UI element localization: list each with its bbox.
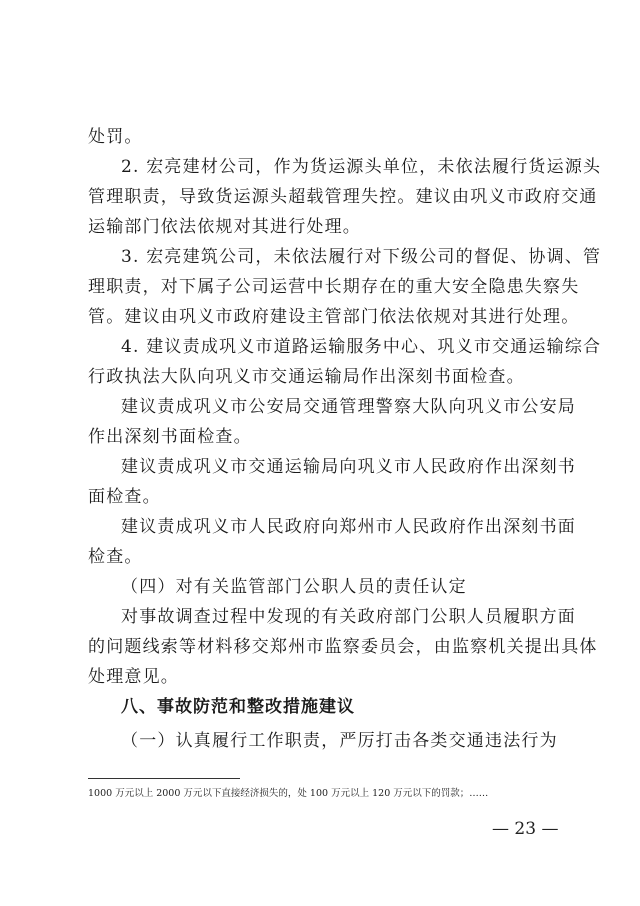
body-line: 检查。	[88, 547, 143, 567]
body-line: 理职责，对下属子公司运营中长期存在的重大安全隐患失察失	[88, 277, 580, 297]
body-line: 处理意见。	[88, 667, 179, 687]
body-line: 运输部门依法依规对其进行处理。	[88, 217, 361, 237]
body-line: 2. 宏亮建材公司，作为货运源头单位，未依法履行货运源头	[121, 157, 602, 177]
body-line: 建议责成巩义市人民政府向郑州市人民政府作出深刻书面	[121, 517, 576, 537]
subsection-heading: （四）对有关监管部门公职人员的责任认定	[121, 577, 467, 597]
footnote: 1000 万元以上 2000 万元以下直接经济损失的，处 100 万元以上 120 万元以下的罚款；……	[88, 788, 489, 799]
section-heading: 八、事故防范和整改措施建议	[121, 697, 355, 717]
page-number: — 23 —	[492, 819, 559, 839]
body-line: 4. 建议责成巩义市道路运输服务中心、巩义市交通运输综合	[121, 337, 602, 357]
body-line: 管理职责，导致货运源头超载管理失控。建议由巩义市政府交通	[88, 187, 598, 207]
body-line: 处罚。	[88, 127, 143, 147]
body-line: 的问题线索等材料移交郑州市监察委员会，由监察机关提出具体	[88, 637, 598, 657]
footnote-divider	[88, 778, 240, 779]
body-line: 作出深刻书面检查。	[88, 427, 252, 447]
body-line: 3. 宏亮建筑公司，未依法履行对下级公司的督促、协调、管	[121, 247, 602, 267]
body-line: 建议责成巩义市公安局交通管理警察大队向巩义市公安局	[121, 397, 576, 417]
body-line: 面检查。	[88, 487, 161, 507]
body-line: 建议责成巩义市交通运输局向巩义市人民政府作出深刻书	[121, 457, 576, 477]
body-line: 行政执法大队向巩义市交通运输局作出深刻书面检查。	[88, 367, 525, 387]
body-line: 管。建议由巩义市政府建设主管部门依法依规对其进行处理。	[88, 307, 580, 327]
body-line: 对事故调查过程中发现的有关政府部门公职人员履职方面	[121, 607, 576, 627]
subsection-heading: （一）认真履行工作职责，严厉打击各类交通违法行为	[121, 731, 558, 751]
